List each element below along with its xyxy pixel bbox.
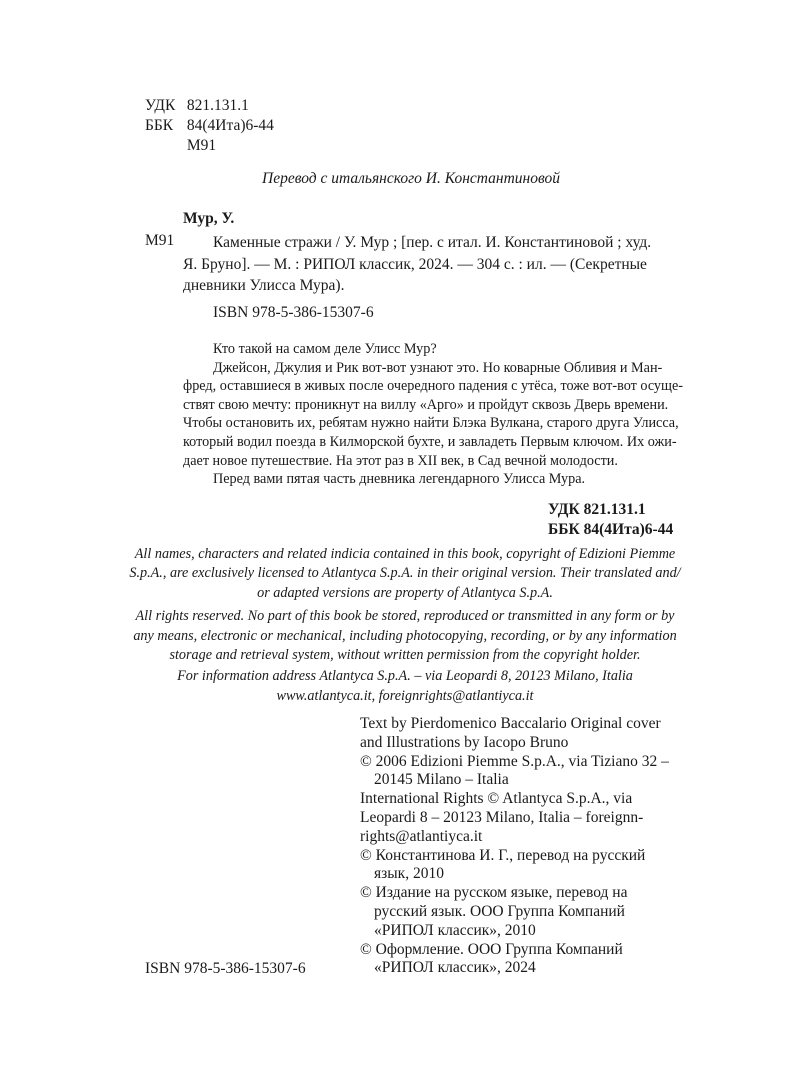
translator-note: Перевод с итальянского И. Константиновой bbox=[262, 170, 560, 187]
udk-label: УДК bbox=[145, 97, 176, 114]
credit-line: and Illustrations by Iacopo Bruno bbox=[360, 733, 569, 751]
credit-line: «РИПОЛ классик», 2024 bbox=[374, 959, 536, 977]
author-sign: М91 bbox=[186, 137, 217, 154]
udk-right: УДК 821.131.1 bbox=[548, 501, 646, 518]
rights-line: All rights reserved. No part of this book be stored, reproduced or transmitted in any form or by bbox=[135, 608, 675, 625]
udk-value: 821.131.1 bbox=[186, 97, 249, 114]
annotation-line: ствят свою мечту: проникнут на виллу «Арго» и пройдут сквозь Дверь времени. bbox=[183, 396, 669, 413]
bib-line: Каменные стражи / У. Мур ; [пер. с итал. И. Константиновой ; худ. bbox=[213, 234, 652, 251]
author-sign-line bbox=[145, 136, 274, 156]
rights-line: any means, electronic or mechanical, including photocopying, recording, or by any information bbox=[133, 627, 677, 644]
annotation-line: дает новое путешествие. На этот раз в XII век, в Сад вечной молодости. bbox=[183, 452, 618, 469]
bbk-right: ББК 84(4Ита)6-44 bbox=[548, 521, 674, 538]
credit-line: © Издание на русском языке, перевод на bbox=[360, 884, 628, 902]
credits-block bbox=[360, 715, 669, 978]
contact-line: For information address Atlantyca S.p.A. – via Leopardi 8, 20123 Milano, Italia bbox=[177, 668, 633, 685]
bib-line: Я. Бруно]. — М. : РИПОЛ классик, 2024. — 304 с. : ил. — (Секретные bbox=[183, 255, 647, 273]
credit-line: язык, 2010 bbox=[374, 865, 444, 883]
annotation-line: фред, оставшиеся в живых после очередного падения с утёса, тоже вот-вот осуще- bbox=[183, 378, 683, 395]
credit-line: rights@atlantiyca.it bbox=[360, 827, 483, 845]
credit-line: Leopardi 8 – 20123 Milano, Italia – foreignn- bbox=[360, 808, 644, 826]
credit-line: «РИПОЛ классик», 2010 bbox=[374, 921, 536, 939]
credit-line: © 2006 Edizioni Piemme S.p.A., via Tiziano 32 – bbox=[360, 752, 669, 770]
credit-line: © Оформление. ООО Группа Компаний bbox=[360, 940, 623, 958]
isbn-bottom: ISBN 978-5-386-15307-6 bbox=[145, 960, 306, 977]
bbk-label: ББК bbox=[145, 117, 174, 134]
rights-line: or adapted versions are property of Atlantyca S.p.A. bbox=[257, 584, 553, 601]
credit-line: © Константинова И. Г., перевод на русский bbox=[360, 846, 646, 864]
rights-notice bbox=[0, 545, 800, 706]
rights-line: storage and retrieval system, without written permission from the copyright holder. bbox=[169, 647, 641, 664]
bib-author-sign: М91 bbox=[145, 232, 175, 249]
credit-line: International Rights © Atlantyca S.p.A., via bbox=[360, 790, 633, 808]
credit-line: русский язык. ООО Группа Компаний bbox=[374, 902, 625, 920]
annotation-line: Джейсон, Джулия и Рик вот-вот узнают это. Но коварные Обливия и Ман- bbox=[213, 359, 663, 376]
contact-line: www.atlantyca.it, foreignrights@atlantiyca.it bbox=[276, 687, 534, 704]
bbk-line bbox=[145, 116, 274, 136]
author-heading: Мур, У. bbox=[183, 210, 235, 227]
annotation-line: Чтобы остановить их, ребятам нужно найти Блэка Вулкана, старого друга Улисса, bbox=[183, 415, 679, 432]
rights-line: All names, characters and related indicia contained in this book, copyright of Edizioni Piemme bbox=[134, 546, 676, 562]
annotation-line: Кто такой на самом деле Улисс Мур? bbox=[213, 341, 437, 357]
annotation-line: который водил поезда в Килморской бухте, и завладеть Первым ключом. Их ожи- bbox=[183, 433, 677, 450]
isbn-record: ISBN 978-5-386-15307-6 bbox=[213, 304, 374, 321]
classification-block bbox=[145, 96, 274, 156]
bib-line: дневники Улисса Мура). bbox=[183, 277, 345, 294]
bbk-value: 84(4Ита)6-44 bbox=[186, 117, 274, 134]
rights-line: S.p.A., are exclusively licensed to Atlantyca S.p.A. in their original version. Their translated and/ bbox=[129, 565, 681, 582]
udk-line bbox=[145, 96, 274, 116]
annotation bbox=[183, 340, 683, 489]
bibliographic-description bbox=[183, 232, 651, 297]
credit-line: Text by Pierdomenico Baccalario Original cover bbox=[360, 715, 661, 732]
annotation-line: Перед вами пятая часть дневника легендарного Улисса Мура. bbox=[213, 471, 586, 488]
credit-line: 20145 Milano – Italia bbox=[374, 771, 509, 789]
classification-right bbox=[548, 500, 673, 540]
